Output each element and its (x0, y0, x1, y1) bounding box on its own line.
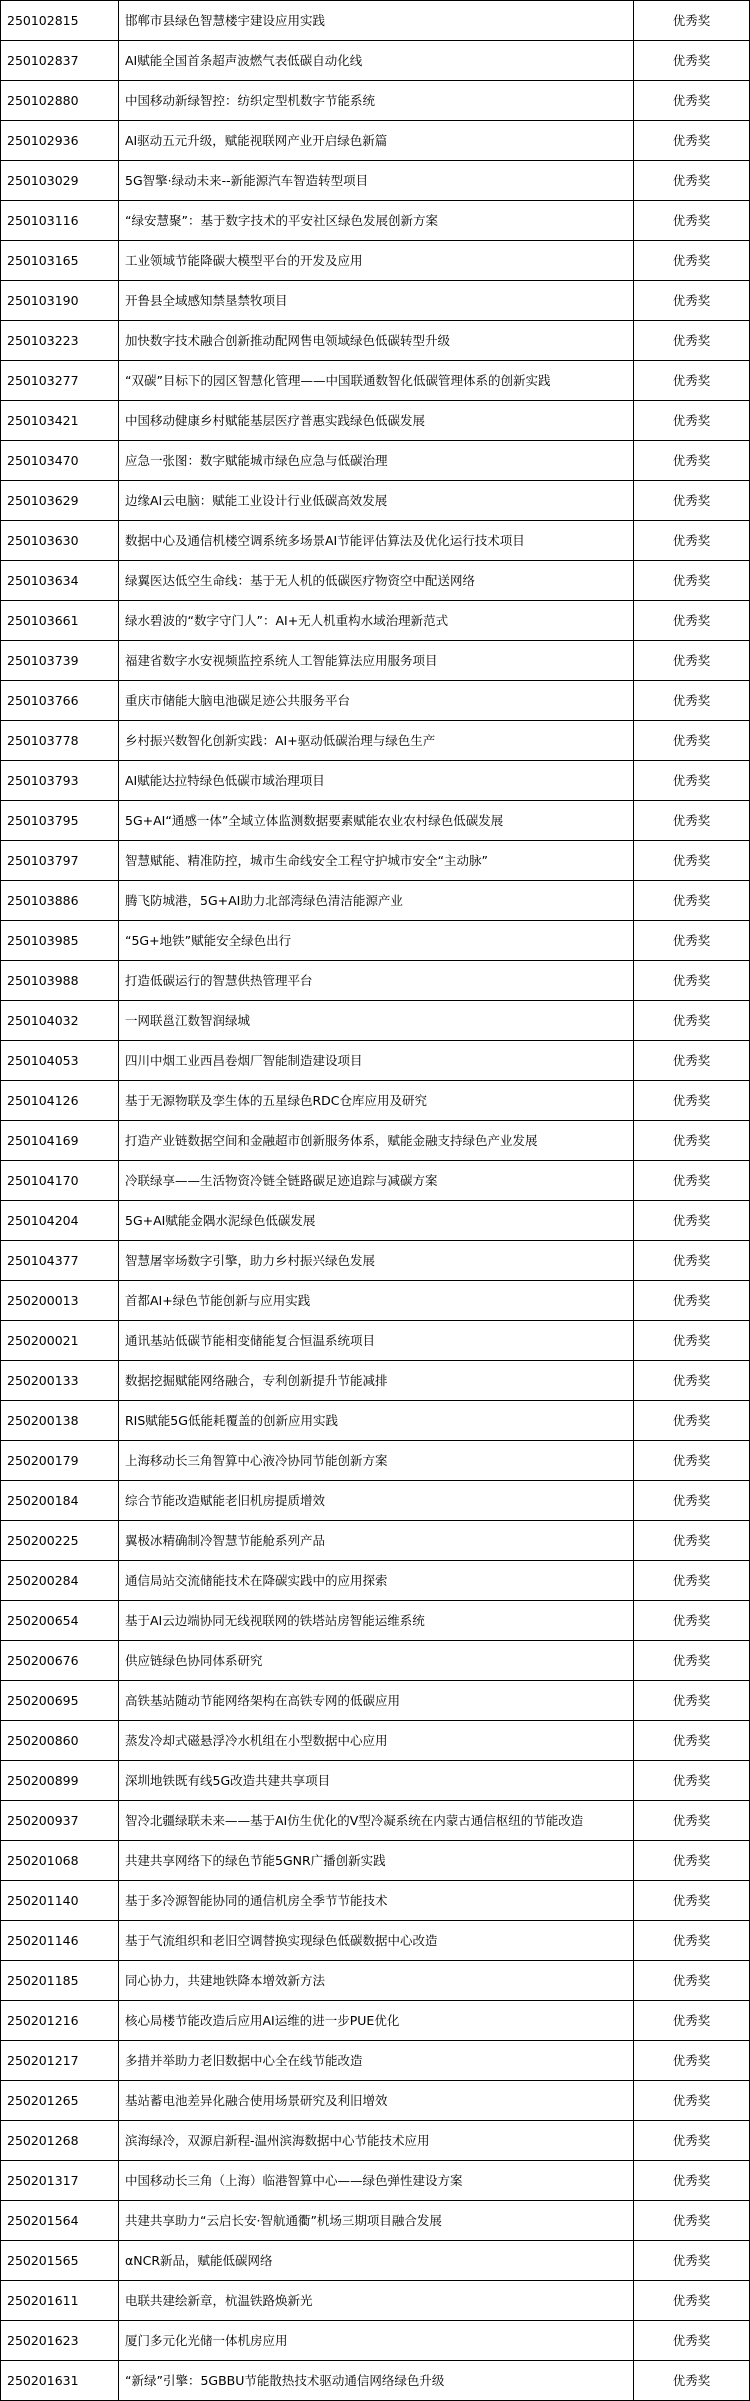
project-name-cell: 腾飞防城港，5G+AI助力北部湾绿色清洁能源产业 (119, 881, 634, 921)
project-id-cell: 250103165 (1, 241, 119, 281)
project-id-cell: 250103630 (1, 521, 119, 561)
project-name-cell: 打造低碳运行的智慧供热管理平台 (119, 961, 634, 1001)
award-level-cell: 优秀奖 (634, 1121, 750, 1161)
table-row (1, 841, 750, 881)
table-row (1, 1561, 750, 1601)
award-level-cell: 优秀奖 (634, 201, 750, 241)
award-level-cell: 优秀奖 (634, 1881, 750, 1921)
table-row (1, 521, 750, 561)
project-id-cell: 250103634 (1, 561, 119, 601)
table-row (1, 2041, 750, 2081)
project-name-cell: 共建共享助力“云启长安·智航通衢”机场三期项目融合发展 (119, 2201, 634, 2241)
award-level-cell: 优秀奖 (634, 881, 750, 921)
project-name-cell: 蒸发冷却式磁悬浮冷水机组在小型数据中心应用 (119, 1721, 634, 1761)
table-row (1, 1241, 750, 1281)
project-id-cell: 250103421 (1, 401, 119, 441)
project-name-cell: 基于无源物联及孪生体的五星绿色RDC仓库应用及研究 (119, 1081, 634, 1121)
project-name-cell: 开鲁县全域感知禁垦禁牧项目 (119, 281, 634, 321)
table-row (1, 1001, 750, 1041)
award-level-cell: 优秀奖 (634, 681, 750, 721)
award-level-cell: 优秀奖 (634, 1841, 750, 1881)
award-level-cell: 优秀奖 (634, 2361, 750, 2401)
award-level-cell: 优秀奖 (634, 1041, 750, 1081)
table-row (1, 1161, 750, 1201)
table-row (1, 1401, 750, 1441)
award-level-cell: 优秀奖 (634, 41, 750, 81)
project-id-cell: 250200013 (1, 1281, 119, 1321)
project-id-cell: 250103116 (1, 201, 119, 241)
project-id-cell: 250200899 (1, 1761, 119, 1801)
table-row (1, 1521, 750, 1561)
table-row (1, 561, 750, 601)
table-row (1, 2321, 750, 2361)
award-level-cell: 优秀奖 (634, 1281, 750, 1321)
table-row (1, 961, 750, 1001)
project-id-cell: 250201623 (1, 2321, 119, 2361)
project-name-cell: 绿水碧波的“数字守门人”：AI+无人机重构水域治理新范式 (119, 601, 634, 641)
project-name-cell: 5G智擎·绿动未来--新能源汽车智造转型项目 (119, 161, 634, 201)
award-level-cell: 优秀奖 (634, 1441, 750, 1481)
project-id-cell: 250201185 (1, 1961, 119, 2001)
project-name-cell: 基于气流组织和老旧空调替换实现绿色低碳数据中心改造 (119, 1921, 634, 1961)
award-level-cell: 优秀奖 (634, 1761, 750, 1801)
project-name-cell: 边缘AI云电脑：赋能工业设计行业低碳高效发展 (119, 481, 634, 521)
award-level-cell: 优秀奖 (634, 361, 750, 401)
award-level-cell: 优秀奖 (634, 1201, 750, 1241)
project-id-cell: 250200676 (1, 1641, 119, 1681)
award-level-cell: 优秀奖 (634, 641, 750, 681)
award-level-cell: 优秀奖 (634, 561, 750, 601)
award-level-cell: 优秀奖 (634, 1001, 750, 1041)
project-id-cell: 250103795 (1, 801, 119, 841)
project-name-cell: 智慧赋能、精准防控，城市生命线安全工程守护城市安全“主动脉” (119, 841, 634, 881)
table-row (1, 721, 750, 761)
project-name-cell: 供应链绿色协同体系研究 (119, 1641, 634, 1681)
project-id-cell: 250103277 (1, 361, 119, 401)
award-level-cell: 优秀奖 (634, 2081, 750, 2121)
project-id-cell: 250103886 (1, 881, 119, 921)
table-row (1, 1801, 750, 1841)
project-id-cell: 250102837 (1, 41, 119, 81)
table-row (1, 2241, 750, 2281)
table-row (1, 161, 750, 201)
table-row (1, 2121, 750, 2161)
table-row (1, 2161, 750, 2201)
project-id-cell: 250201631 (1, 2361, 119, 2401)
award-level-cell: 优秀奖 (634, 2281, 750, 2321)
project-id-cell: 250103778 (1, 721, 119, 761)
table-row (1, 801, 750, 841)
project-id-cell: 250103793 (1, 761, 119, 801)
table-row (1, 1321, 750, 1361)
table-row (1, 1721, 750, 1761)
awards-table-body (1, 1, 750, 2401)
project-name-cell: 基于多冷源智能协同的通信机房全季节节能技术 (119, 1881, 634, 1921)
project-name-cell: AI赋能全国首条超声波燃气表低碳自动化线 (119, 41, 634, 81)
project-id-cell: 250200860 (1, 1721, 119, 1761)
project-id-cell: 250200225 (1, 1521, 119, 1561)
award-level-cell: 优秀奖 (634, 1921, 750, 1961)
project-name-cell: 厦门多元化光储一体机房应用 (119, 2321, 634, 2361)
table-row (1, 2001, 750, 2041)
award-level-cell: 优秀奖 (634, 1241, 750, 1281)
project-id-cell: 250103739 (1, 641, 119, 681)
project-id-cell: 250201216 (1, 2001, 119, 2041)
project-id-cell: 250200021 (1, 1321, 119, 1361)
project-id-cell: 250103190 (1, 281, 119, 321)
table-row (1, 2281, 750, 2321)
project-name-cell: 上海移动长三角智算中心液冷协同节能创新方案 (119, 1441, 634, 1481)
award-level-cell: 优秀奖 (634, 2161, 750, 2201)
project-name-cell: 工业领域节能降碳大模型平台的开发及应用 (119, 241, 634, 281)
award-level-cell: 优秀奖 (634, 1801, 750, 1841)
project-id-cell: 250104169 (1, 1121, 119, 1161)
award-level-cell: 优秀奖 (634, 1641, 750, 1681)
project-name-cell: 高铁基站随动节能网络架构在高铁专网的低碳应用 (119, 1681, 634, 1721)
project-name-cell: “新绿”引擎：5GBBU节能散热技术驱动通信网络绿色升级 (119, 2361, 634, 2401)
project-id-cell: 250103223 (1, 321, 119, 361)
table-row (1, 2201, 750, 2241)
project-name-cell: RIS赋能5G低能耗覆盖的创新应用实践 (119, 1401, 634, 1441)
table-row (1, 481, 750, 521)
award-level-cell: 优秀奖 (634, 921, 750, 961)
award-level-cell: 优秀奖 (634, 761, 750, 801)
project-name-cell: 核心局楼节能改造后应用AI运维的进一步PUE优化 (119, 2001, 634, 2041)
project-name-cell: 冷联绿享——生活物资冷链全链路碳足迹追踪与减碳方案 (119, 1161, 634, 1201)
table-row (1, 1041, 750, 1081)
table-row (1, 1761, 750, 1801)
project-name-cell: 多措并举助力老旧数据中心全在线节能改造 (119, 2041, 634, 2081)
award-level-cell: 优秀奖 (634, 1521, 750, 1561)
project-name-cell: 5G+AI“通感一体”全域立体监测数据要素赋能农业农村绿色低碳发展 (119, 801, 634, 841)
project-name-cell: 首都AI+绿色节能创新与应用实践 (119, 1281, 634, 1321)
project-name-cell: 中国移动健康乡村赋能基层医疗普惠实践绿色低碳发展 (119, 401, 634, 441)
project-name-cell: 基于AI云边端协同无线视联网的铁塔站房智能运维系统 (119, 1601, 634, 1641)
table-row (1, 361, 750, 401)
project-id-cell: 250201317 (1, 2161, 119, 2201)
award-level-cell: 优秀奖 (634, 2041, 750, 2081)
table-row (1, 1681, 750, 1721)
award-level-cell: 优秀奖 (634, 81, 750, 121)
project-id-cell: 250200133 (1, 1361, 119, 1401)
award-level-cell: 优秀奖 (634, 801, 750, 841)
project-id-cell: 250104377 (1, 1241, 119, 1281)
table-row (1, 1641, 750, 1681)
table-row (1, 1, 750, 41)
project-name-cell: 中国移动新绿智控：纺织定型机数字节能系统 (119, 81, 634, 121)
table-row (1, 201, 750, 241)
table-row (1, 81, 750, 121)
project-id-cell: 250102815 (1, 1, 119, 41)
project-name-cell: 深圳地铁既有线5G改造共建共享项目 (119, 1761, 634, 1801)
award-level-cell: 优秀奖 (634, 2241, 750, 2281)
project-id-cell: 250103988 (1, 961, 119, 1001)
award-level-cell: 优秀奖 (634, 481, 750, 521)
project-id-cell: 250201068 (1, 1841, 119, 1881)
project-name-cell: 福建省数字水安视频监控系统人工智能算法应用服务项目 (119, 641, 634, 681)
table-row (1, 641, 750, 681)
project-id-cell: 250103797 (1, 841, 119, 881)
project-id-cell: 250201611 (1, 2281, 119, 2321)
project-id-cell: 250200184 (1, 1481, 119, 1521)
project-name-cell: “双碳”目标下的园区智慧化管理——中国联通数智化低碳管理体系的创新实践 (119, 361, 634, 401)
project-id-cell: 250103661 (1, 601, 119, 641)
award-level-cell: 优秀奖 (634, 1601, 750, 1641)
table-row (1, 1481, 750, 1521)
table-row (1, 1081, 750, 1121)
award-level-cell: 优秀奖 (634, 1401, 750, 1441)
project-name-cell: 数据挖掘赋能网络融合，专利创新提升节能减排 (119, 1361, 634, 1401)
table-row (1, 2361, 750, 2401)
project-name-cell: 5G+AI赋能金隅水泥绿色低碳发展 (119, 1201, 634, 1241)
project-id-cell: 250104204 (1, 1201, 119, 1241)
table-row (1, 2081, 750, 2121)
table-row (1, 401, 750, 441)
table-row (1, 441, 750, 481)
project-id-cell: 250200179 (1, 1441, 119, 1481)
project-id-cell: 250201217 (1, 2041, 119, 2081)
table-row (1, 1441, 750, 1481)
award-level-cell: 优秀奖 (634, 1, 750, 41)
table-row (1, 1961, 750, 2001)
project-name-cell: 综合节能改造赋能老旧机房提质增效 (119, 1481, 634, 1521)
award-level-cell: 优秀奖 (634, 1681, 750, 1721)
project-id-cell: 250201564 (1, 2201, 119, 2241)
project-name-cell: 基站蓄电池差异化融合使用场景研究及利旧增效 (119, 2081, 634, 2121)
project-id-cell: 250102880 (1, 81, 119, 121)
project-name-cell: 数据中心及通信机楼空调系统多场景AI节能评估算法及优化运行技术项目 (119, 521, 634, 561)
table-row (1, 121, 750, 161)
table-row (1, 1881, 750, 1921)
project-name-cell: 滨海绿冷，双源启新程-温州滨海数据中心节能技术应用 (119, 2121, 634, 2161)
project-id-cell: 250102936 (1, 121, 119, 161)
table-row (1, 921, 750, 961)
award-level-cell: 优秀奖 (634, 961, 750, 1001)
award-level-cell: 优秀奖 (634, 2121, 750, 2161)
award-level-cell: 优秀奖 (634, 1721, 750, 1761)
table-row (1, 41, 750, 81)
table-row (1, 1841, 750, 1881)
project-name-cell: 应急一张图：数字赋能城市绿色应急与低碳治理 (119, 441, 634, 481)
project-name-cell: 四川中烟工业西昌卷烟厂智能制造建设项目 (119, 1041, 634, 1081)
award-level-cell: 优秀奖 (634, 2201, 750, 2241)
award-level-cell: 优秀奖 (634, 1961, 750, 2001)
award-level-cell: 优秀奖 (634, 441, 750, 481)
project-name-cell: AI驱动五元升级，赋能视联网产业开启绿色新篇 (119, 121, 634, 161)
project-id-cell: 250201268 (1, 2121, 119, 2161)
award-level-cell: 优秀奖 (634, 601, 750, 641)
project-name-cell: 加快数字技术融合创新推动配网售电领域绿色低碳转型升级 (119, 321, 634, 361)
project-name-cell: 中国移动长三角（上海）临港智算中心——绿色弹性建设方案 (119, 2161, 634, 2201)
award-level-cell: 优秀奖 (634, 281, 750, 321)
project-id-cell: 250104053 (1, 1041, 119, 1081)
award-level-cell: 优秀奖 (634, 1161, 750, 1201)
project-name-cell: 翼极冰精确制冷智慧节能舱系列产品 (119, 1521, 634, 1561)
table-row (1, 761, 750, 801)
project-name-cell: 通信局站交流储能技术在降碳实践中的应用探索 (119, 1561, 634, 1601)
project-id-cell: 250103766 (1, 681, 119, 721)
project-id-cell: 250103629 (1, 481, 119, 521)
award-level-cell: 优秀奖 (634, 121, 750, 161)
project-name-cell: “5G+地铁”赋能安全绿色出行 (119, 921, 634, 961)
project-name-cell: 绿翼医达低空生命线：基于无人机的低碳医疗物资空中配送网络 (119, 561, 634, 601)
project-id-cell: 250103470 (1, 441, 119, 481)
project-name-cell: 同心协力，共建地铁降本增效新方法 (119, 1961, 634, 2001)
project-id-cell: 250200284 (1, 1561, 119, 1601)
project-name-cell: “绿安慧聚”：基于数字技术的平安社区绿色发展创新方案 (119, 201, 634, 241)
project-id-cell: 250104170 (1, 1161, 119, 1201)
table-row (1, 1121, 750, 1161)
table-row (1, 601, 750, 641)
project-name-cell: 智冷北疆绿联未来——基于AI仿生优化的V型冷凝系统在内蒙古通信枢纽的节能改造 (119, 1801, 634, 1841)
award-level-cell: 优秀奖 (634, 1081, 750, 1121)
table-row (1, 321, 750, 361)
table-row (1, 241, 750, 281)
project-name-cell: 一网联邕江数智润绿城 (119, 1001, 634, 1041)
table-row (1, 681, 750, 721)
project-id-cell: 250201265 (1, 2081, 119, 2121)
award-level-cell: 优秀奖 (634, 841, 750, 881)
table-row (1, 1921, 750, 1961)
award-level-cell: 优秀奖 (634, 161, 750, 201)
award-level-cell: 优秀奖 (634, 1481, 750, 1521)
project-id-cell: 250200138 (1, 1401, 119, 1441)
project-id-cell: 250103985 (1, 921, 119, 961)
award-level-cell: 优秀奖 (634, 521, 750, 561)
award-level-cell: 优秀奖 (634, 321, 750, 361)
project-name-cell: 共建共享网络下的绿色节能5GNR广播创新实践 (119, 1841, 634, 1881)
project-id-cell: 250201565 (1, 2241, 119, 2281)
award-level-cell: 优秀奖 (634, 1561, 750, 1601)
project-name-cell: 通讯基站低碳节能相变储能复合恒温系统项目 (119, 1321, 634, 1361)
project-id-cell: 250104126 (1, 1081, 119, 1121)
award-level-cell: 优秀奖 (634, 1321, 750, 1361)
project-name-cell: 乡村振兴数智化创新实践：AI+驱动低碳治理与绿色生产 (119, 721, 634, 761)
project-name-cell: 打造产业链数据空间和金融超市创新服务体系，赋能金融支持绿色产业发展 (119, 1121, 634, 1161)
table-row (1, 281, 750, 321)
award-level-cell: 优秀奖 (634, 721, 750, 761)
table-row (1, 881, 750, 921)
table-row (1, 1601, 750, 1641)
project-name-cell: 智慧屠宰场数字引擎，助力乡村振兴绿色发展 (119, 1241, 634, 1281)
table-row (1, 1361, 750, 1401)
project-id-cell: 250201140 (1, 1881, 119, 1921)
project-name-cell: AI赋能达拉特绿色低碳市域治理项目 (119, 761, 634, 801)
project-name-cell: 电联共建绘新章，杭温铁路焕新光 (119, 2281, 634, 2321)
award-level-cell: 优秀奖 (634, 241, 750, 281)
award-level-cell: 优秀奖 (634, 2321, 750, 2361)
project-id-cell: 250200937 (1, 1801, 119, 1841)
project-name-cell: αNCR新品，赋能低碳网络 (119, 2241, 634, 2281)
award-level-cell: 优秀奖 (634, 2001, 750, 2041)
project-name-cell: 邯郸市县绿色智慧楼宇建设应用实践 (119, 1, 634, 41)
table-row (1, 1281, 750, 1321)
award-level-cell: 优秀奖 (634, 1361, 750, 1401)
project-id-cell: 250103029 (1, 161, 119, 201)
award-level-cell: 优秀奖 (634, 401, 750, 441)
project-id-cell: 250104032 (1, 1001, 119, 1041)
project-id-cell: 250200695 (1, 1681, 119, 1721)
project-name-cell: 重庆市储能大脑电池碳足迹公共服务平台 (119, 681, 634, 721)
table-row (1, 1201, 750, 1241)
project-id-cell: 250200654 (1, 1601, 119, 1641)
project-id-cell: 250201146 (1, 1921, 119, 1961)
